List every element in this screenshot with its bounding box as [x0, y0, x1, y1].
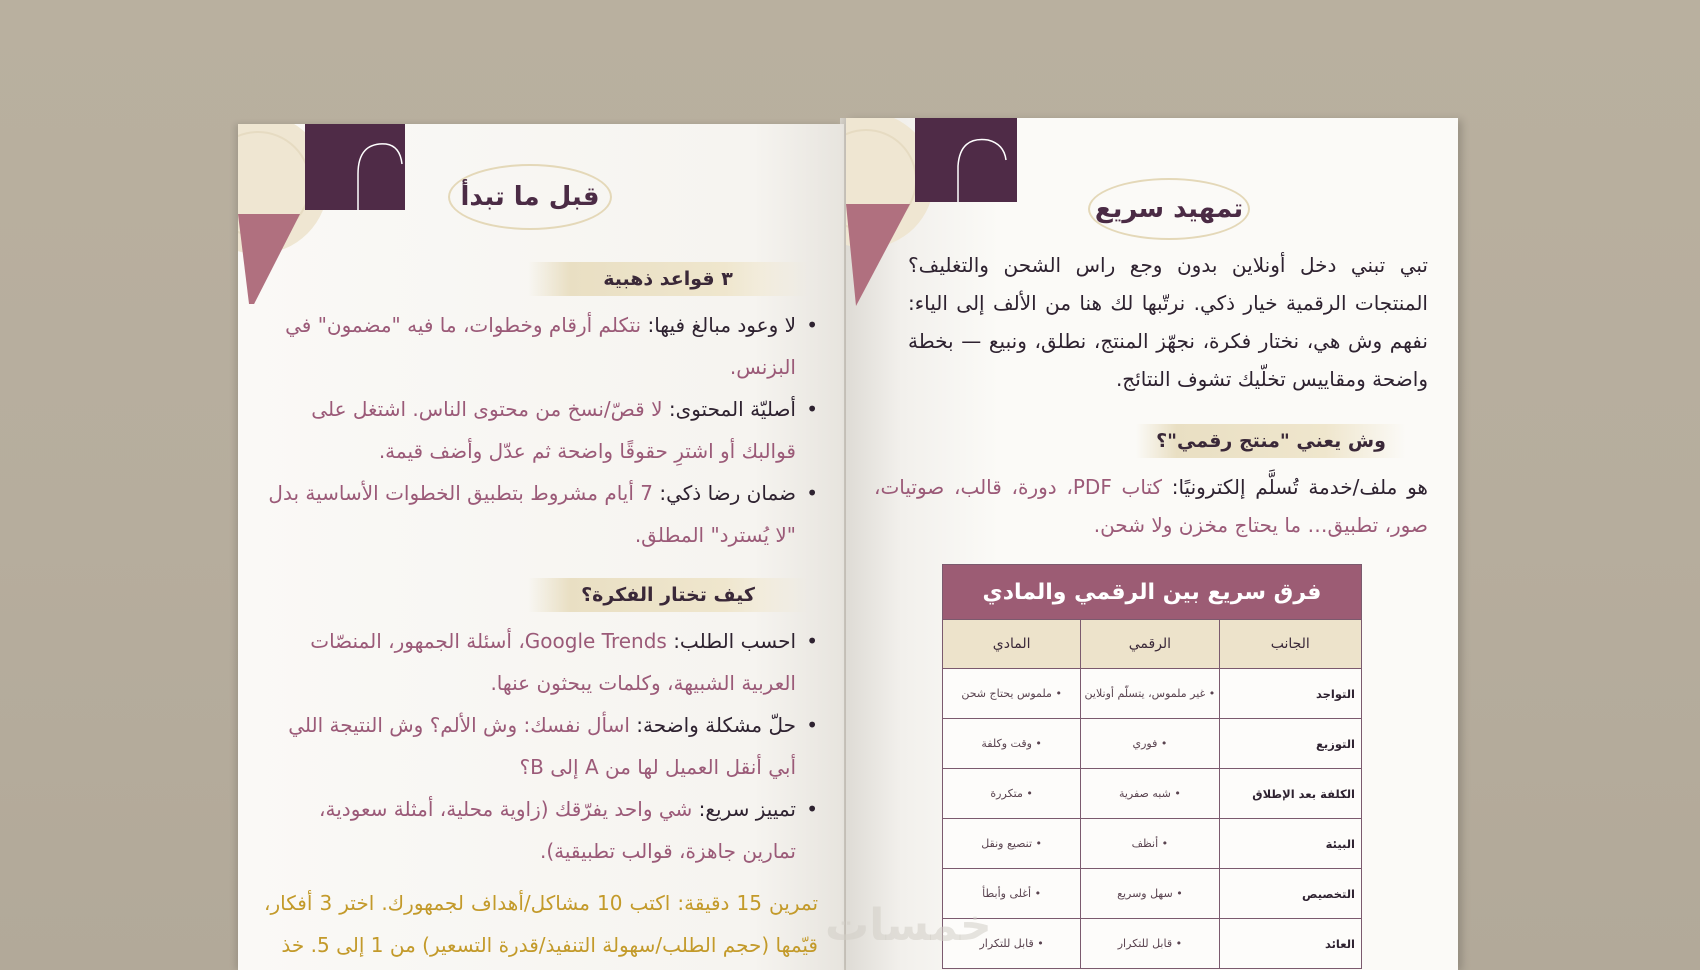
idea-item: • احسب الطلب: Google Trends، أسئلة الجمهور، المنصّات العربية الشبيهة، وكلمات يبحثون عنها. [266, 620, 818, 704]
column-header: الرقمي [1081, 620, 1219, 669]
digital-cell: • غير ملموس، يتسلّم أونلاين [1081, 669, 1219, 719]
definition-lead: هو ملف/خدمة تُسلَّم إلكترونيًا: [1171, 475, 1428, 499]
row-aspect: العائد [1219, 919, 1361, 969]
definition-detail: كتاب PDF، دورة، قالب، صوتيات، صور، تطبيق… ما يحتاج مخزن ولا شحن. [874, 475, 1428, 537]
exercise-text: تمرين 15 دقيقة: اكتب 10 مشاكل/أهداف لجمهورك. اختر 3 أفكار، قيّمها (حجم الطلب/سهولة التنفيذ/قدرة التسعير) من 1 إلى 5. خذ [264, 891, 819, 957]
comparison-table [942, 564, 1362, 969]
physical-cell: • وقت وكلفة [943, 719, 1081, 769]
idea-item: • حلّ مشكلة واضحة: اسأل نفسك: وش الألم؟ وش النتيجة اللي أبي أنقل العميل لها من A إلى B؟ [266, 704, 818, 788]
rules-heading: ٣ قواعد ذهبية [528, 262, 808, 296]
table-row [943, 869, 1362, 919]
physical-cell: • تنصيع ونقل [943, 819, 1081, 869]
rule-item: • أصليّة المحتوى: لا قصّ/نسخ من محتوى الناس. اشتغل على قوالبك أو اشترِ حقوقًا واضحة ثم عدّل وأضف قيمة. [266, 388, 818, 472]
table-row [943, 819, 1362, 869]
page-title: قبل ما تبدأ [448, 164, 612, 230]
table-row [943, 669, 1362, 719]
idea-list [266, 620, 818, 872]
row-aspect: الكلفة بعد الإطلاق [1219, 769, 1361, 819]
row-aspect: التواجد [1219, 669, 1361, 719]
digital-cell: • سهل وسريع [1081, 869, 1219, 919]
right-page [846, 118, 1458, 970]
watermark-logo: خمسات [825, 900, 992, 951]
row-aspect: البيئة [1219, 819, 1361, 869]
definition-heading: وش يعني "منتج رقمي"؟ [1136, 424, 1406, 458]
digital-cell: • قابل للتكرار [1081, 919, 1219, 969]
idea-heading: كيف تختار الفكرة؟ [528, 578, 808, 612]
definition-paragraph [874, 468, 1428, 544]
physical-cell: • متكررة [943, 769, 1081, 819]
corner-decoration [238, 124, 408, 304]
physical-cell: • ملموس يحتاج شحن [943, 669, 1081, 719]
physical-cell: • قابل للتكرار [943, 919, 1081, 969]
table-row [943, 919, 1362, 969]
intro-paragraph: تبي تبني دخل أونلاين بدون وجع راس الشحن والتغليف؟ المنتجات الرقمية خيار ذكي. نرتّبها لك هنا من الألف إلى الياء: نفهم وش هي، نختار فكرة، نجهّز المنتج، نطلق، ونبيع — بخطة واضحة ومقاييس تخلّيك تشوف النتائج. [908, 253, 1428, 391]
column-header: الجانب [1219, 620, 1361, 669]
idea-item: • تمييز سريع: شي واحد يفرّقك (زاوية محلية، أمثلة سعودية، تمارين جاهزة، قوالب تطبيقية). [266, 788, 818, 872]
rule-item: • ضمان رضا ذكي: 7 أيام مشروط بتطبيق الخطوات الأساسية بدل "لا يُسترد" المطلق. [266, 472, 818, 556]
table-row [943, 769, 1362, 819]
digital-cell: • شبه صفرية [1081, 769, 1219, 819]
column-header: المادي [943, 620, 1081, 669]
table-title: فرق سريع بين الرقمي والمادي [943, 565, 1362, 620]
rules-list [266, 304, 818, 556]
row-aspect: التوزيع [1219, 719, 1361, 769]
table-row [943, 719, 1362, 769]
page-title: تمهيد سريع [1088, 178, 1250, 240]
row-aspect: التخصيص [1219, 869, 1361, 919]
digital-cell: • فوري [1081, 719, 1219, 769]
physical-cell: • أغلى وأبطأ [943, 869, 1081, 919]
digital-cell: • أنظف [1081, 819, 1219, 869]
left-page [238, 124, 844, 970]
rule-item: • لا وعود مبالغ فيها: نتكلم أرقام وخطوات، ما فيه "مضمون" في البزنس. [266, 304, 818, 388]
